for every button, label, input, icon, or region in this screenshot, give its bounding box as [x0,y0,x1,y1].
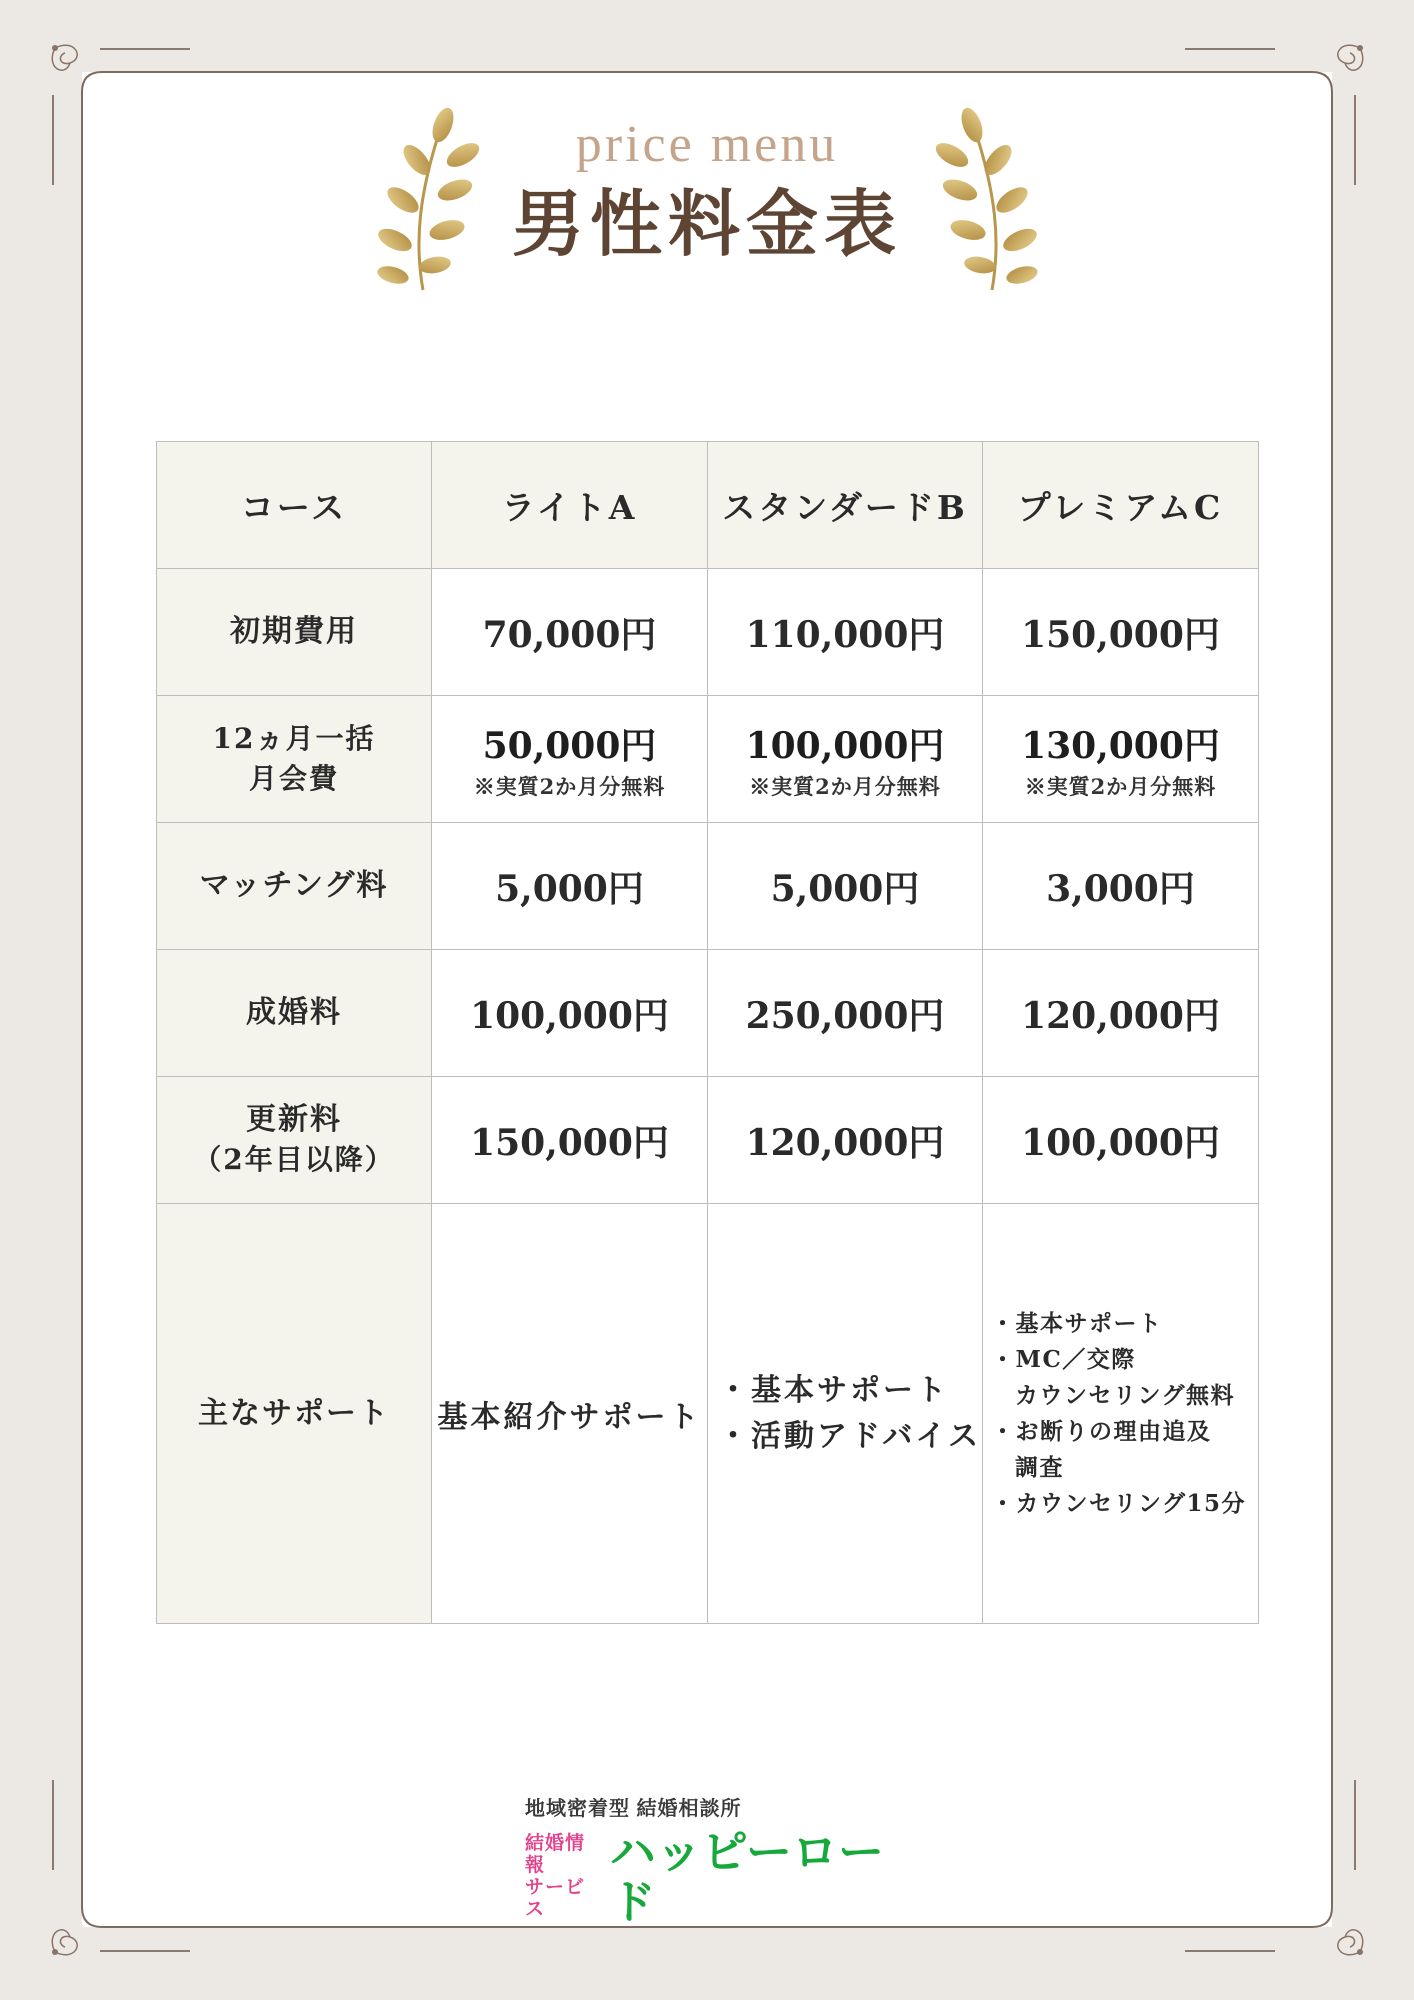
rule-bottom-right [1185,1950,1275,1952]
row-label-renewal-fee-line2: （2年目以降） [193,1143,395,1176]
table-header-row [157,442,1259,569]
corner-ornament-bottom-right [1280,1872,1370,1962]
footer-brand [525,1792,925,1927]
support-c-item2-line2: カウンセリング無料 [1015,1381,1236,1409]
cell-initial-fee-a: 70,000円 [432,569,708,696]
corner-ornament-bottom-left [45,1872,135,1962]
row-label-monthly-fee [157,696,432,823]
cell-support-b [708,1204,983,1624]
brand-logo-sub-line2: サービス [525,1877,586,1920]
cell-renewal-fee-b: 120,000円 [708,1077,983,1204]
support-c-item3-line1: お断りの理由追及 [1015,1417,1212,1445]
cell-monthly-fee-a [432,696,708,823]
row-label-renewal-fee-line1: 更新料 [246,1102,342,1137]
support-b-list [708,1368,982,1460]
column-header-light-a: ライトA [432,442,708,569]
rule-bottom-left [100,1950,190,1952]
page-subtitle: price menu [575,116,839,173]
support-c-item2-line1: MC／交際 [1015,1345,1136,1373]
monthly-fee-a-note: ※実質2か月分無料 [473,773,666,799]
column-header-premium-c: プレミアムC [983,442,1259,569]
row-label-matching-fee: マッチング料 [157,823,432,950]
rule-top-right [1185,48,1275,50]
cell-matching-fee-b: 5,000円 [708,823,983,950]
support-b-item: ・ 基本サポート [718,1368,982,1414]
rule-left-bottom [52,1780,54,1870]
cell-renewal-fee-c: 100,000円 [983,1077,1259,1204]
brand-logo-sub-line1: 結婚情報 [525,1833,586,1876]
page-header [0,110,1414,272]
support-b-item: ・ 活動アドバイス [718,1414,982,1460]
column-header-course: コース [157,442,432,569]
support-c-item3-line2: 調査 [1015,1453,1064,1481]
page-title: 男性料金表 [511,181,902,266]
cell-marriage-fee-c: 120,000円 [983,950,1259,1077]
monthly-fee-c-note: ※実質2か月分無料 [1024,773,1217,799]
support-c-item1-text: 基本サポート [1015,1309,1163,1337]
row-label-monthly-fee-line2: 月会費 [248,762,339,795]
footer-tagline: 地域密着型 結婚相談所 [525,1798,742,1820]
support-c-item [991,1342,1258,1414]
cell-support-c [983,1204,1259,1624]
row-label-renewal-fee [157,1077,432,1204]
brand-logo-main: ハッピーロード [609,1826,884,1928]
row-label-marriage-fee: 成婚料 [157,950,432,1077]
table-row-marriage-fee [157,950,1259,1077]
support-c-item4-text: カウンセリング15分 [1015,1489,1247,1517]
monthly-fee-c-value: 130,000円 [1021,724,1220,767]
row-label-support: 主なサポート [157,1204,432,1624]
table-row-support [157,1204,1259,1624]
cell-monthly-fee-c [983,696,1259,823]
price-table [156,441,1259,1624]
brand-logo [525,1827,925,1927]
support-c-item [991,1306,1258,1342]
monthly-fee-b-value: 100,000円 [745,724,945,767]
cell-renewal-fee-a: 150,000円 [432,1077,708,1204]
cell-support-a: 基本紹介サポート [432,1204,708,1624]
support-c-list [983,1306,1258,1522]
column-header-standard-b: スタンダードB [708,442,983,569]
monthly-fee-b-note: ※実質2か月分無料 [749,773,941,799]
monthly-fee-a-value: 50,000円 [482,724,657,767]
cell-marriage-fee-b: 250,000円 [708,950,983,1077]
row-label-initial-fee: 初期費用 [157,569,432,696]
support-c-item [991,1486,1258,1522]
cell-initial-fee-c: 150,000円 [983,569,1259,696]
cell-initial-fee-b: 110,000円 [708,569,983,696]
table-row-matching-fee [157,823,1259,950]
cell-monthly-fee-b [708,696,983,823]
brand-logo-sub [525,1833,604,1921]
rule-right-bottom [1354,1780,1356,1870]
table-row-renewal-fee [157,1077,1259,1204]
cell-matching-fee-c: 3,000円 [983,823,1259,950]
support-c-item [991,1414,1258,1486]
table-row-monthly-fee [157,696,1259,823]
table-row-initial-fee [157,569,1259,696]
cell-matching-fee-a: 5,000円 [432,823,708,950]
rule-top-left [100,48,190,50]
cell-marriage-fee-a: 100,000円 [432,950,708,1077]
row-label-monthly-fee-line1: 12ヵ月一括 [212,722,376,755]
